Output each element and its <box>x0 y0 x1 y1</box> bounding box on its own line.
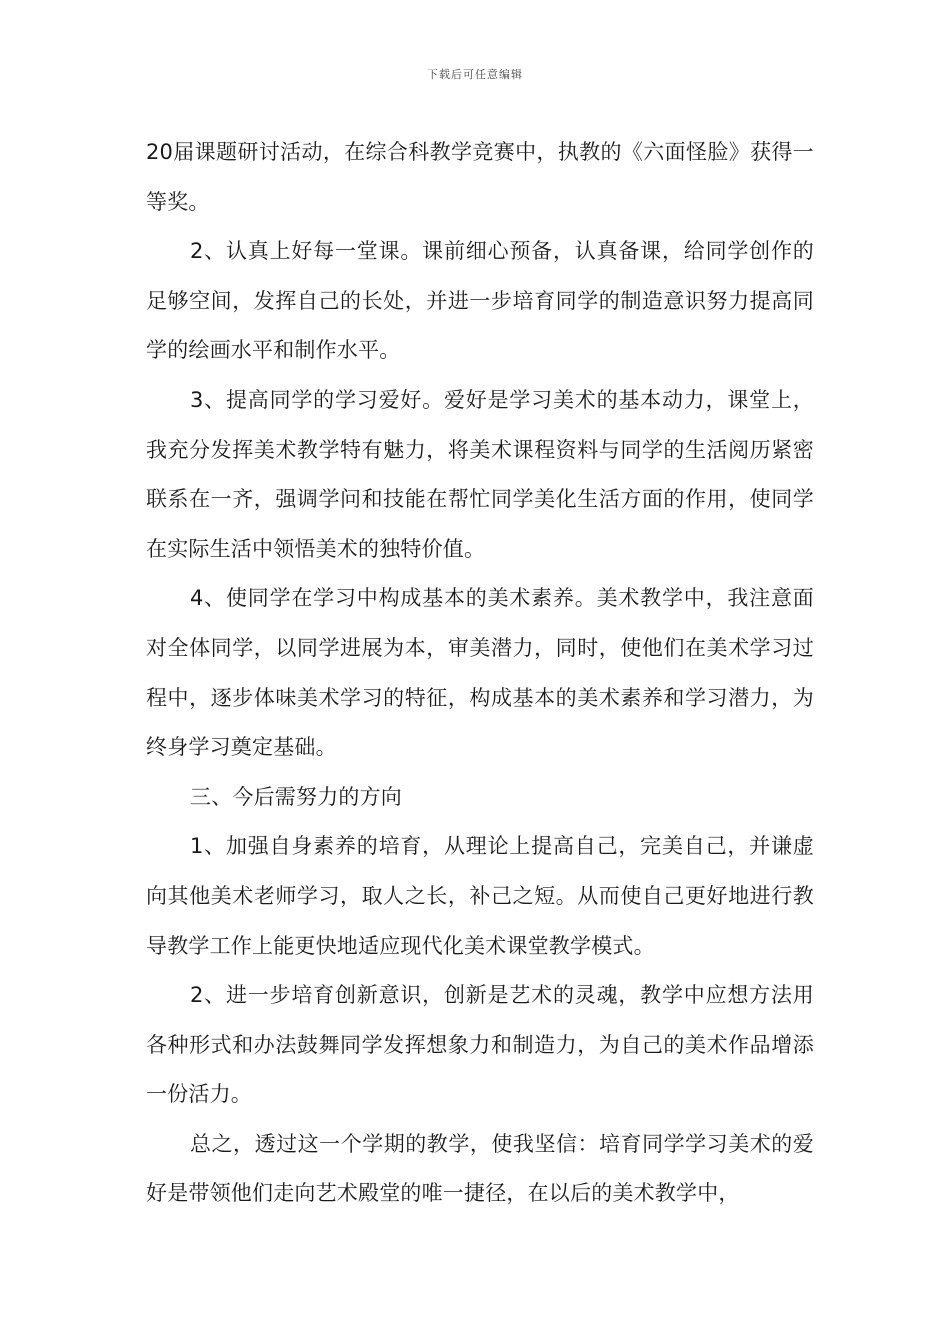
paragraph-3: 3、提高同学的学习爱好。爱好是学习美术的基本动力，课堂上，我充分发挥美术教学特有魅力，将美术课程资料与同学的生活阅历紧密联系在一齐，强调学问和技能在帮忙同学美化生活方面的作用，使同学在实际生活中领悟美术的独特价值。 <box>146 387 814 561</box>
document-body <box>146 128 814 1219</box>
paragraph-2: 2、认真上好每一堂课。课前细心预备，认真备课，给同学创作的足够空间，发挥自己的长处，并进一步培育同学的制造意识努力提高同学的绘画水平和制作水平。 <box>146 239 814 363</box>
paragraph-1: 20届课题研讨活动，在综合科教学竞赛中，执教的《六面怪脸》获得一等奖。 <box>146 140 814 214</box>
paragraph-5: 1、加强自身素养的培育，从理论上提高自己，完美自己，并谦虚向其他美术老师学习，取人之长，补己之短。从而使自己更好地进行教导教学工作上能更快地适应现代化美术课堂教学模式。 <box>146 834 814 958</box>
page-header: 下载后可任意编辑 <box>427 68 523 81</box>
paragraph-6: 2、进一步培育创新意识，创新是艺术的灵魂，教学中应想方法用各种形式和办法鼓舞同学发挥想象力和制造力，为自己的美术作品增添一份活力。 <box>146 983 814 1107</box>
paragraph-7: 总之，透过这一个学期的教学，使我坚信：培育同学学习美术的爱好是带领他们走向艺术殿堂的唯一捷径，在以后的美术教学中， <box>146 1131 814 1206</box>
paragraph-4: 4、使同学在学习中构成基本的美术素养。美术教学中，我注意面对全体同学，以同学进展为本，审美潜力，同时，使他们在美术学习过程中，逐步体味美术学习的特征，构成基本的美术素养和学习潜力，为终身学习奠定基础。 <box>146 586 814 760</box>
section-heading: 三、今后需努力的方向 <box>190 784 402 809</box>
